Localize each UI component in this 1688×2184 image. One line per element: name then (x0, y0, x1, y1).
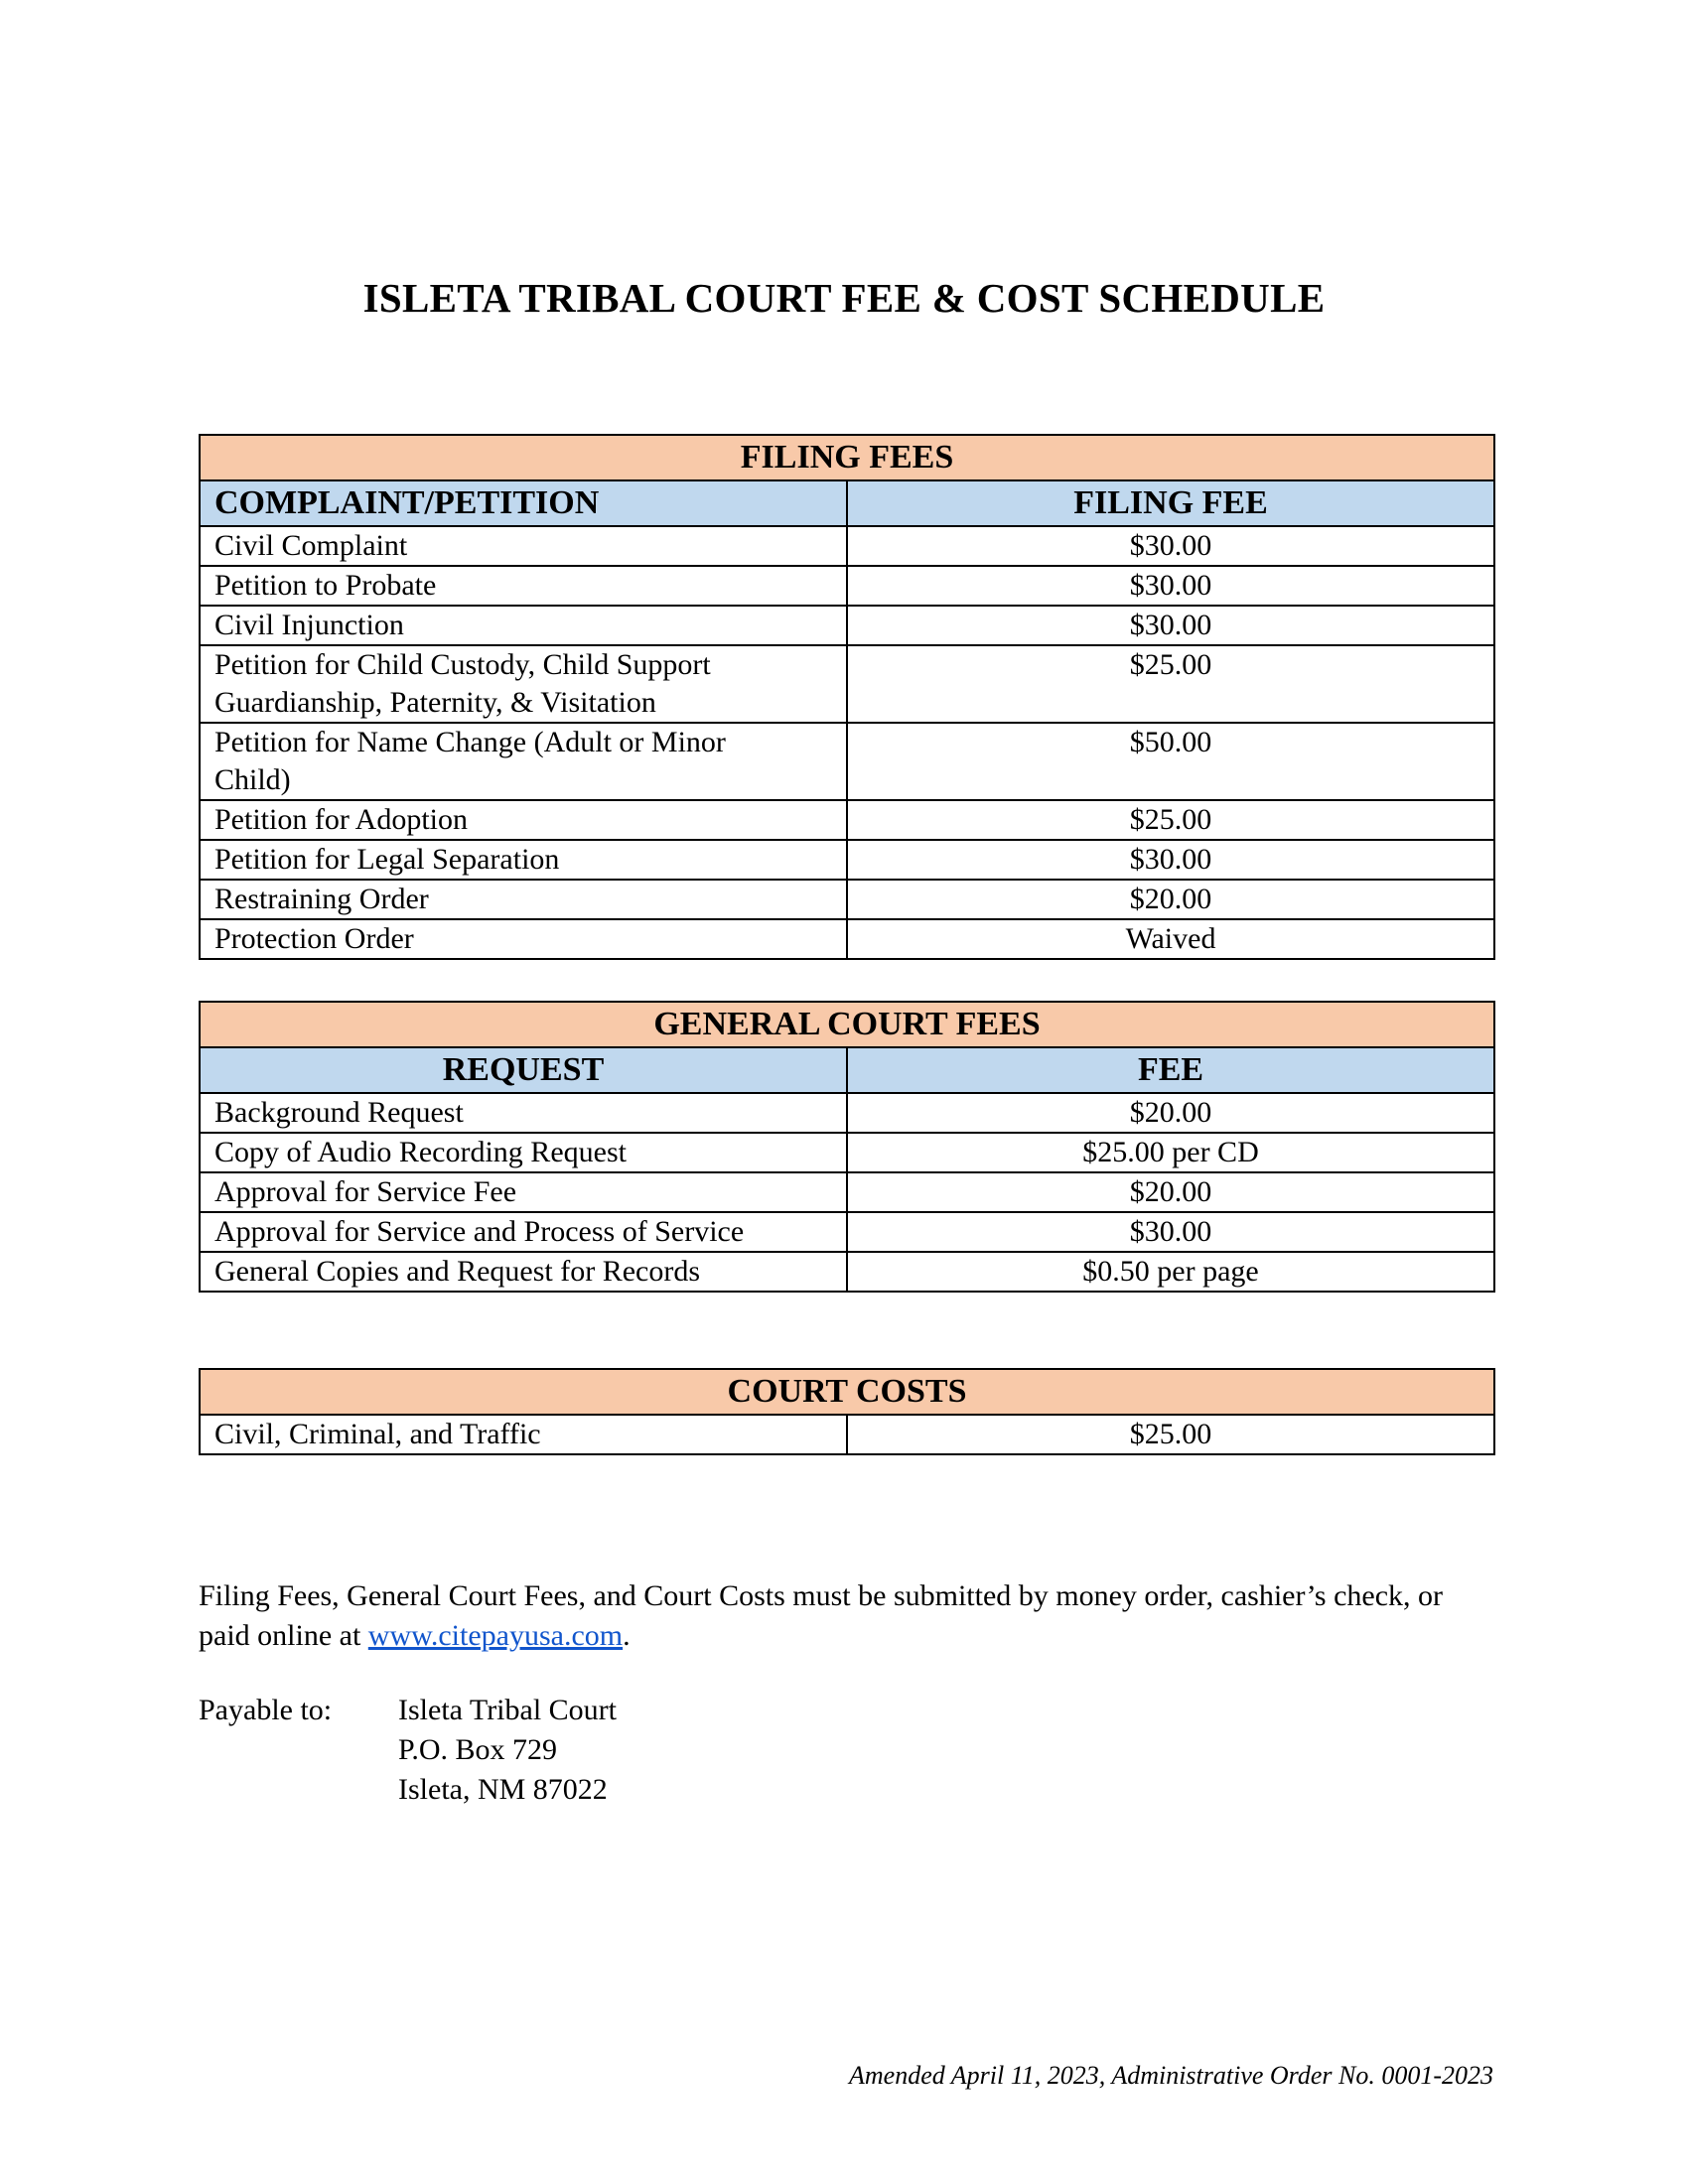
fee-item: Petition for Adoption (200, 800, 847, 840)
fee-amount: $20.00 (847, 1172, 1494, 1212)
document-title: ISLETA TRIBAL COURT FEE & COST SCHEDULE (362, 275, 1326, 321)
filing-fee-header: FILING FEE (847, 480, 1494, 526)
court-costs-heading: COURT COSTS (200, 1369, 1494, 1415)
fee-item (200, 723, 847, 800)
fee-amount: $30.00 (847, 840, 1494, 880)
table-row (200, 840, 1494, 880)
filing-fees-table (199, 434, 1495, 960)
table-row (200, 1133, 1494, 1172)
fee-amount: $25.00 per CD (847, 1133, 1494, 1172)
table-row (200, 800, 1494, 840)
table-row (200, 919, 1494, 959)
fee-header: FEE (847, 1047, 1494, 1093)
fee-amount: Waived (847, 919, 1494, 959)
payment-text: Filing Fees, General Court Fees, and Court Costs must be submitted by money order, cashier’s check, or paid online at (199, 1579, 1444, 1652)
payable-address (398, 1691, 617, 1810)
table-row (200, 645, 1494, 723)
fee-item: Restraining Order (200, 880, 847, 919)
fee-item: Petition to Probate (200, 566, 847, 606)
fee-item: Copy of Audio Recording Request (200, 1133, 847, 1172)
table-row (200, 1172, 1494, 1212)
general-court-fees-table (199, 1001, 1495, 1293)
fee-item: Background Request (200, 1093, 847, 1133)
payee-po-box: P.O. Box 729 (398, 1733, 558, 1766)
fee-item-line: Guardianship, Paternity, & Visitation (214, 686, 656, 719)
fee-item: Civil Complaint (200, 526, 847, 566)
fee-item: General Copies and Request for Records (200, 1252, 847, 1292)
fee-amount: $50.00 (847, 723, 1494, 800)
fee-item: Civil Injunction (200, 606, 847, 645)
fee-amount: $25.00 (847, 1415, 1494, 1454)
citepay-link[interactable]: www.citepayusa.com (367, 1619, 624, 1652)
table-row (200, 1252, 1494, 1292)
payable-to-label: Payable to: (199, 1694, 333, 1726)
court-costs-table (199, 1368, 1495, 1455)
request-header: REQUEST (200, 1047, 847, 1093)
table-row (200, 606, 1494, 645)
fee-amount: $30.00 (847, 566, 1494, 606)
table-row (200, 1212, 1494, 1252)
fee-amount: $25.00 (847, 800, 1494, 840)
table-row (200, 880, 1494, 919)
general-court-fees-heading: GENERAL COURT FEES (200, 1002, 1494, 1047)
amendment-footer: Amended April 11, 2023, Administrative Order No. 0001-2023 (849, 2061, 1493, 2090)
table-row (200, 566, 1494, 606)
fee-amount: $30.00 (847, 1212, 1494, 1252)
fee-item: Approval for Service and Process of Service (200, 1212, 847, 1252)
fee-item-line: Petition for Name Change (Adult or Minor (214, 726, 726, 758)
fee-amount: $0.50 per page (847, 1252, 1494, 1292)
payment-instructions (199, 1576, 1499, 1656)
fee-amount: $25.00 (847, 645, 1494, 723)
fee-item-line: Petition for Child Custody, Child Support (214, 648, 711, 681)
fee-amount: $30.00 (847, 606, 1494, 645)
complaint-petition-header: COMPLAINT/PETITION (200, 480, 847, 526)
table-row (200, 526, 1494, 566)
payee-name: Isleta Tribal Court (398, 1694, 618, 1726)
fee-amount: $20.00 (847, 1093, 1494, 1133)
table-row (200, 1415, 1494, 1454)
table-row (200, 1093, 1494, 1133)
fee-amount: $20.00 (847, 880, 1494, 919)
fee-amount: $30.00 (847, 526, 1494, 566)
table-row (200, 723, 1494, 800)
filing-fees-heading: FILING FEES (200, 435, 1494, 480)
fee-item-line: Child) (214, 763, 291, 796)
fee-item: Civil, Criminal, and Traffic (200, 1415, 847, 1454)
fee-item: Protection Order (200, 919, 847, 959)
fee-item: Approval for Service Fee (200, 1172, 847, 1212)
payee-city-zip: Isleta, NM 87022 (398, 1773, 608, 1806)
fee-item (200, 645, 847, 723)
fee-item: Petition for Legal Separation (200, 840, 847, 880)
payment-text-end: . (623, 1619, 631, 1652)
